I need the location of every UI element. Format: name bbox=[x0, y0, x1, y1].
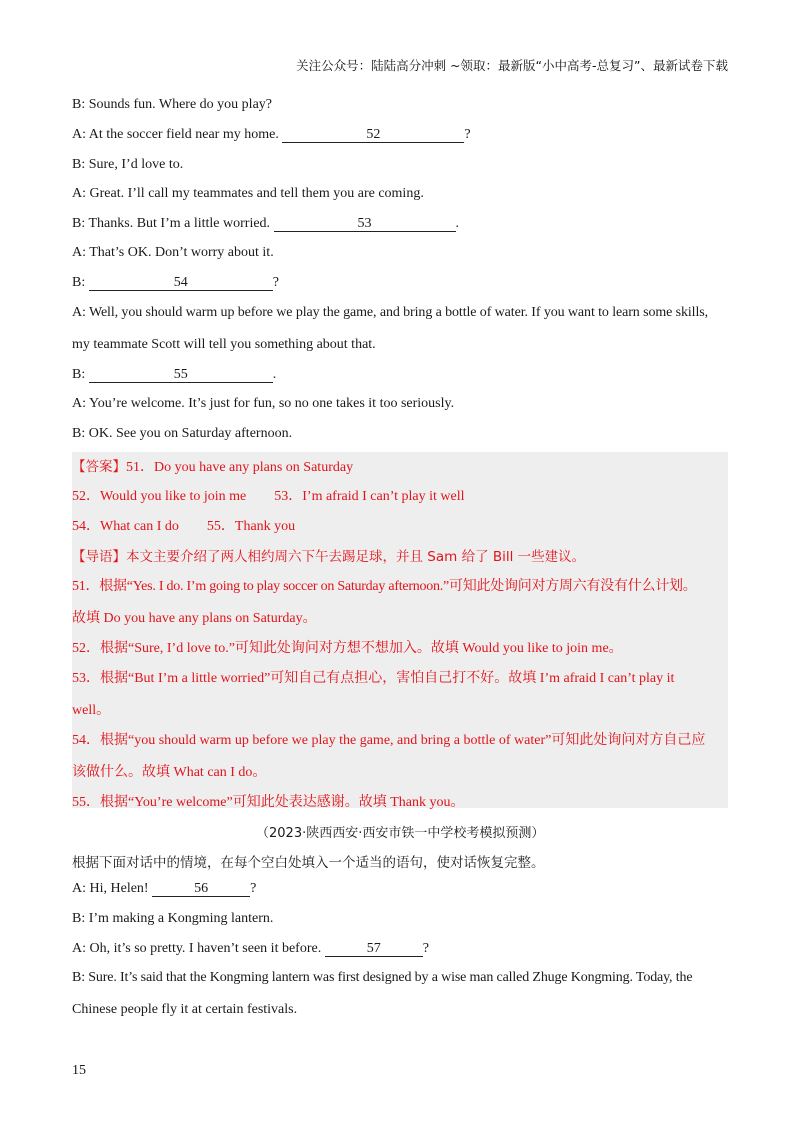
explanation-51: 51．根据“Yes. I do. I’m going to play soccer on Saturday afternoon.”可知此处询问对方周六有没有什么计划。 bbox=[72, 579, 697, 594]
answer-54: 54．What can I do bbox=[72, 519, 179, 534]
dialogue-line bbox=[72, 881, 256, 897]
page-number: 15 bbox=[72, 1063, 86, 1078]
dialogue-line bbox=[72, 426, 292, 442]
line-suffix: . bbox=[272, 367, 277, 382]
line-text: B: I’m making a Kongming lantern. bbox=[72, 911, 274, 926]
line-suffix: ? bbox=[250, 881, 257, 896]
explanation-51-cont: 故填 Do you have any plans on Saturday。 bbox=[72, 611, 317, 626]
answer-51: 51．Do you have any plans on Saturday bbox=[126, 460, 354, 475]
explanation-53: 53．根据“But I’m a little worried”可知自己有点担心，害怕自己打不好。故填 I’m afraid I can’t play it bbox=[72, 671, 675, 686]
page-header: 关注公众号：陆陆高分冲刺 ~领取：最新版“小中高考-总复习”、最新试卷下载 bbox=[296, 58, 728, 73]
explanation-line bbox=[72, 699, 110, 719]
dialogue-line bbox=[72, 367, 276, 383]
answer-52: 52．Would you like to join me bbox=[72, 489, 247, 504]
line-suffix: . bbox=[455, 216, 460, 231]
explanation-52: 52．根据“Sure, I’d love to.”可知此处询问对方想不想加入。故填 Would you like to join me。 bbox=[72, 641, 623, 656]
dialogue-line bbox=[72, 216, 459, 232]
explanation-line bbox=[72, 667, 674, 687]
dialogue-line bbox=[72, 911, 273, 927]
blank-56[interactable]: 56 bbox=[152, 882, 250, 897]
dialogue-line bbox=[72, 245, 274, 261]
explanation-55: 55．根据“You’re welcome”可知此处表达感谢。故填 Thank you。 bbox=[72, 795, 465, 810]
line-text: B: Sure. It’s said that the Kongming lantern was first designed by a wise man called Zhuge Kongming. Today, the bbox=[72, 970, 693, 985]
question-source: （2023·陕西西安·西安市铁一中学校考模拟预测） bbox=[256, 826, 545, 841]
answer-line bbox=[72, 485, 464, 505]
explanation-line bbox=[72, 607, 317, 627]
answer-line bbox=[72, 455, 353, 476]
line-suffix: ? bbox=[464, 127, 471, 142]
line-text: A: Hi, Helen! bbox=[72, 881, 153, 896]
dialogue-line bbox=[72, 1002, 297, 1018]
explanation-line bbox=[72, 791, 464, 811]
dialogue-line bbox=[72, 305, 708, 321]
line-suffix: ? bbox=[272, 275, 279, 290]
line-text: A: That’s OK. Don’t worry about it. bbox=[72, 245, 274, 260]
blank-52[interactable]: 52 bbox=[282, 128, 464, 143]
blank-54[interactable]: 54 bbox=[89, 276, 273, 291]
blank-53[interactable]: 53 bbox=[274, 217, 456, 232]
dialogue-line bbox=[72, 157, 183, 173]
answer-line bbox=[72, 515, 295, 535]
dialogue-line bbox=[72, 275, 279, 291]
answer-tag: 【答案】 bbox=[72, 459, 126, 475]
line-suffix: ? bbox=[422, 941, 429, 956]
line-text: A: You’re welcome. It’s just for fun, so no one takes it too seriously. bbox=[72, 396, 455, 411]
guide-tag: 【导语】 bbox=[72, 549, 126, 565]
dialogue-line bbox=[72, 970, 692, 986]
blank-55[interactable]: 55 bbox=[89, 368, 273, 383]
answer-55: 55．Thank you bbox=[206, 519, 296, 534]
dialogue-line bbox=[72, 97, 272, 113]
explanation-line bbox=[72, 729, 705, 749]
explanation-54-cont: 该做什么。故填 What can I do。 bbox=[72, 765, 267, 780]
dialogue-line bbox=[72, 127, 471, 143]
answer-panel bbox=[72, 452, 728, 808]
question-instruction: 根据下面对话中的情境，在每个空白处填入一个适当的语句，使对话恢复完整。 bbox=[72, 855, 545, 871]
explanation-53-cont: well。 bbox=[72, 703, 111, 718]
line-text: Chinese people fly it at certain festivals. bbox=[72, 1002, 298, 1017]
line-text: A: Well, you should warm up before we play the game, and bring a bottle of water. If you want to learn some skills, bbox=[72, 305, 709, 320]
line-text: B: Sure, I’d love to. bbox=[72, 157, 184, 172]
line-text: B: bbox=[72, 275, 89, 290]
dialogue-line bbox=[72, 186, 424, 202]
explanation-line bbox=[72, 761, 266, 781]
line-text: B: OK. See you on Saturday afternoon. bbox=[72, 426, 293, 441]
guide-text: 本文主要介绍了两人相约周六下午去踢足球，并且 Sam 给了 Bill 一些建议。 bbox=[126, 549, 586, 565]
line-text: A: Great. I’ll call my teammates and tell them you are coming. bbox=[72, 186, 424, 201]
explanation-54: 54．根据“you should warm up before we play the game, and bring a bottle of water”可知此处询问对方自己应 bbox=[72, 733, 706, 748]
line-text: B: Thanks. But I’m a little worried. bbox=[72, 216, 274, 231]
line-text: A: At the soccer field near my home. bbox=[72, 127, 283, 142]
dialogue-line bbox=[72, 396, 454, 412]
line-text: my teammate Scott will tell you something about that. bbox=[72, 337, 376, 352]
line-text: B: bbox=[72, 367, 89, 382]
answer-53: 53．I’m afraid I can’t play it well bbox=[274, 489, 465, 504]
explanation-line bbox=[72, 637, 623, 657]
dialogue-line bbox=[72, 337, 376, 353]
dialogue-line bbox=[72, 941, 429, 957]
line-text: B: Sounds fun. Where do you play? bbox=[72, 97, 272, 112]
line-text: A: Oh, it’s so pretty. I haven’t seen it before. bbox=[72, 941, 325, 956]
explanation-line bbox=[72, 575, 696, 595]
guide-line bbox=[72, 545, 585, 565]
blank-57[interactable]: 57 bbox=[325, 942, 423, 957]
